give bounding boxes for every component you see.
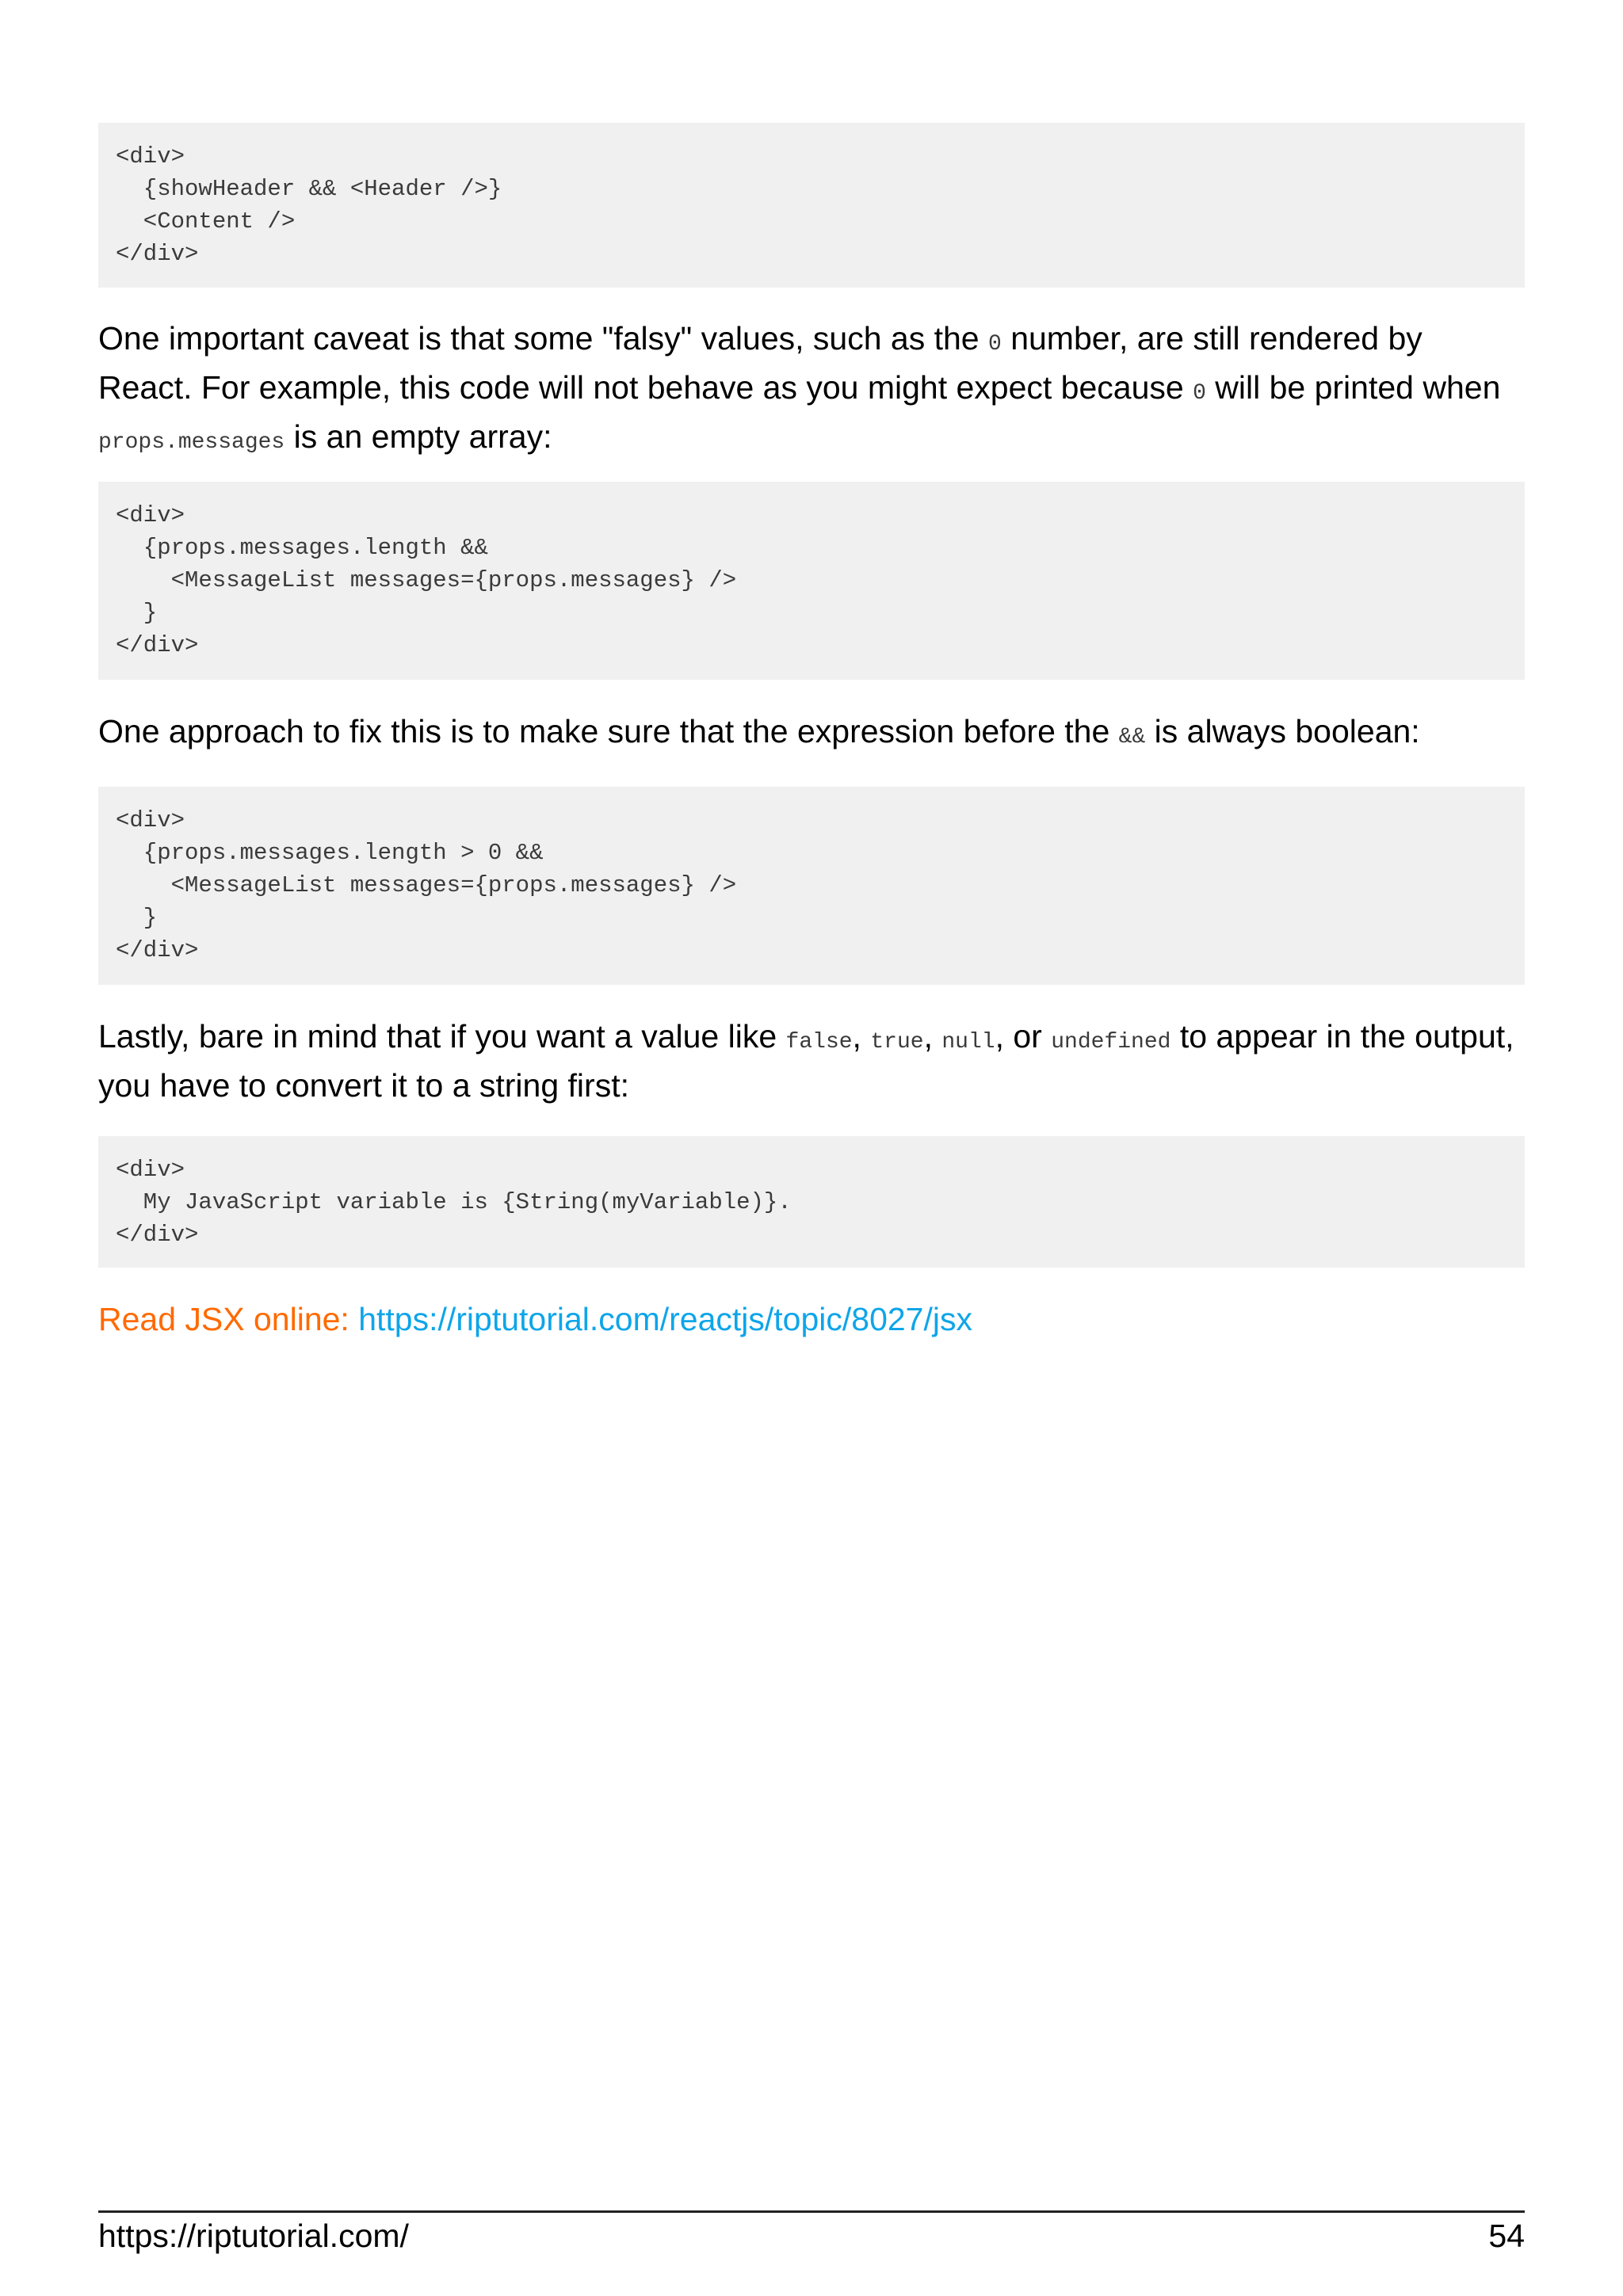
code-block-4	[98, 1136, 1525, 1268]
footer-site-url: https://riptutorial.com/	[98, 2218, 409, 2254]
footer-page-number: 54	[1488, 2218, 1525, 2254]
code-line: My JavaScript variable is {String(myVariable)}.	[116, 1189, 792, 1215]
code-line: </div>	[116, 241, 199, 267]
code-line: </div>	[116, 937, 199, 963]
code-block-3	[98, 787, 1525, 985]
code-line: <MessageList messages={props.messages} />	[116, 567, 737, 593]
read-online-label: Read JSX online:	[98, 1301, 359, 1337]
text-run: is an empty array:	[285, 418, 552, 455]
text-run: ,	[852, 1018, 871, 1055]
code-line: <div>	[116, 1157, 185, 1183]
code-line: {props.messages.length > 0 &&	[116, 840, 544, 866]
text-run: One important caveat is that some "falsy" values, such as the	[98, 320, 988, 357]
text-run: Lastly, bare in mind that if you want a value like	[98, 1018, 786, 1055]
inline-code: null	[941, 1030, 995, 1055]
code-block-1	[98, 123, 1525, 288]
text-run: ,	[923, 1018, 942, 1055]
code-line: }	[116, 905, 158, 931]
code-line: </div>	[116, 632, 199, 658]
inline-code: 0	[987, 332, 1002, 357]
inline-code: props.messages	[98, 430, 285, 455]
footer-divider	[98, 2210, 1525, 2213]
code-line: {props.messages.length &&	[116, 535, 488, 561]
inline-code: undefined	[1051, 1030, 1171, 1055]
code-line: </div>	[116, 1222, 199, 1248]
text-run: , or	[995, 1018, 1052, 1055]
text-run: One approach to fix this is to make sure that the expression before the	[98, 713, 1119, 749]
inline-code: &&	[1118, 725, 1146, 749]
text-run: to appear in the output, you have to convert it to a string first:	[98, 1018, 1514, 1104]
code-line: <Content />	[116, 208, 296, 235]
text-run: will be printed when	[1205, 369, 1501, 406]
inline-code: 0	[1193, 381, 1206, 406]
inline-code: false	[785, 1030, 853, 1055]
code-line: <MessageList messages={props.messages} />	[116, 872, 737, 898]
code-line: <div>	[116, 502, 185, 528]
inline-code: true	[870, 1030, 924, 1055]
paragraph-convert-to-string	[98, 1015, 1525, 1108]
code-line: {showHeader && <Header />}	[116, 176, 502, 202]
text-run: is always boolean:	[1145, 713, 1420, 749]
paragraph-falsy-caveat	[98, 317, 1525, 464]
code-line: <div>	[116, 807, 185, 833]
code-block-2	[98, 482, 1525, 680]
code-line: }	[116, 600, 158, 626]
read-online-line	[98, 1298, 1525, 1341]
code-line: <div>	[116, 143, 185, 170]
paragraph-fix-approach	[98, 710, 1525, 759]
read-online-link[interactable]: https://riptutorial.com/reactjs/topic/8027/jsx	[358, 1301, 972, 1337]
text-run: number, are still rendered by React. For example, this code will not behave as you might expect because	[98, 320, 1423, 406]
